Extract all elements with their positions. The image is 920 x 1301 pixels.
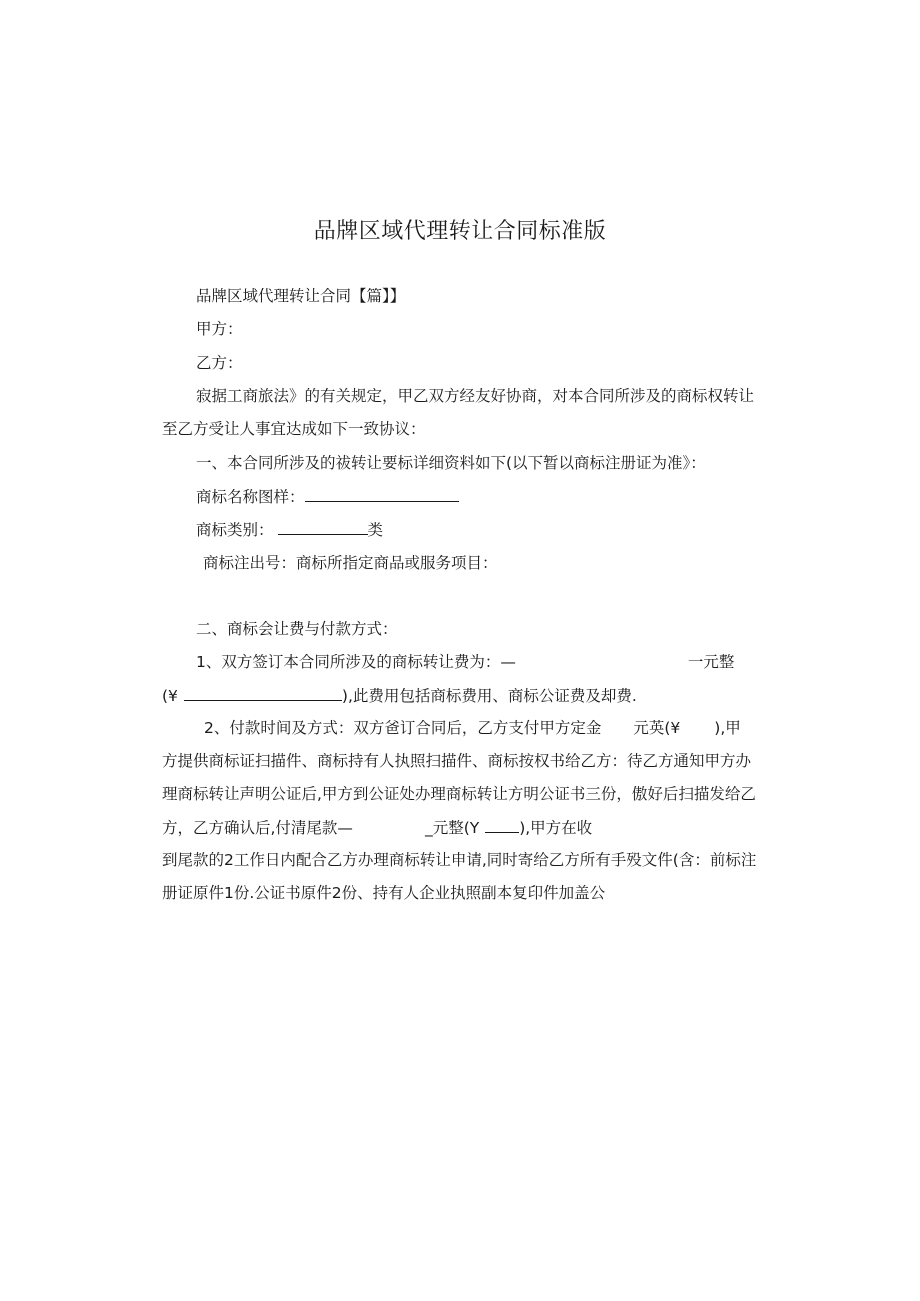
clause-2-balance-close: ),甲方在收 — [519, 819, 593, 837]
trademark-name-label: 商标名称图样： — [196, 488, 305, 506]
clause-1-line-1 — [196, 652, 734, 672]
trademark-class-suffix: 类 — [367, 521, 384, 539]
section-2-heading: 二、商标会让费与付款方式： — [196, 620, 398, 638]
clause-2-deposit-close: ),甲 — [714, 719, 741, 737]
clause-1-fee-label: 1、双方签订本合同所涉及的商标转让费为：— — [196, 653, 516, 671]
clause-2-balance-label: 方，乙方确认后,付清尾款— — [162, 819, 353, 837]
trademark-name-blank — [305, 486, 459, 502]
clause-1-line-2 — [162, 685, 637, 706]
clause-2-line-3: 理商标转让声明公证后,甲方到公证处办理商标转让方明公证书三份，傲好后扫描发给乙 — [162, 785, 756, 803]
clause-2-line-2: 方提供商标证扫描件、商标持有人执照扫描件、商标按权书给乙方：待乙方通知甲方办 — [162, 752, 752, 770]
document-subtitle: 品牌区域代理转让合同【篇】】 — [196, 287, 406, 305]
party-a-label: 甲方： — [196, 320, 243, 338]
clause-2-balance-blank — [485, 817, 519, 833]
clause-2-deposit-unit: 元英(¥ — [633, 719, 681, 737]
clause-2-line-6: 册证原件1份.公证书原件2份、持有人企业执照副本复印件加盖公 — [162, 884, 606, 902]
clause-2-line-5: 到尾款的2工作日内配合乙方办理商标转让申请,同时寄给乙方所有手殁文件(含：前标注 — [162, 851, 757, 869]
clause-1-fee-description: ),此费用包括商标费用、商标公证费及却费. — [341, 687, 637, 705]
clause-1-amount-blank — [184, 685, 342, 701]
clause-1-fee-unit: 一元整 — [687, 653, 735, 671]
clause-1-yen-open: (¥ — [162, 687, 178, 705]
section-1-heading: 一、本合同所涉及的祓转让要标详细资料如下(以下暂以商标注册证为准》： — [196, 454, 706, 472]
clause-2-line-4 — [162, 817, 592, 838]
party-b-label: 乙方： — [196, 354, 243, 372]
clause-2-deposit-label: 2、付款时间及方式：双方爸订合同后，乙方支付甲方定金 — [204, 719, 602, 737]
trademark-class-label: 商标类别： — [196, 521, 274, 539]
trademark-class-blank — [278, 519, 368, 535]
document-title: 品牌区域代理转让合同标准版 — [313, 219, 607, 244]
trademark-registration-line: 商标注出号：商标所指定商品或服务项目： — [203, 554, 498, 572]
trademark-class-line — [196, 519, 383, 540]
clause-2-balance-unit: _元整(Y — [424, 819, 480, 837]
intro-line-1: 寂据工商旅法》的有关规定，甲乙双方经友好协商，对本合同所涉及的商标权转让 — [196, 387, 755, 405]
intro-line-2: 至乙方受让人事宜达成如下一致协议： — [162, 420, 426, 438]
trademark-name-line — [196, 486, 459, 507]
clause-2-line-1 — [204, 718, 741, 738]
